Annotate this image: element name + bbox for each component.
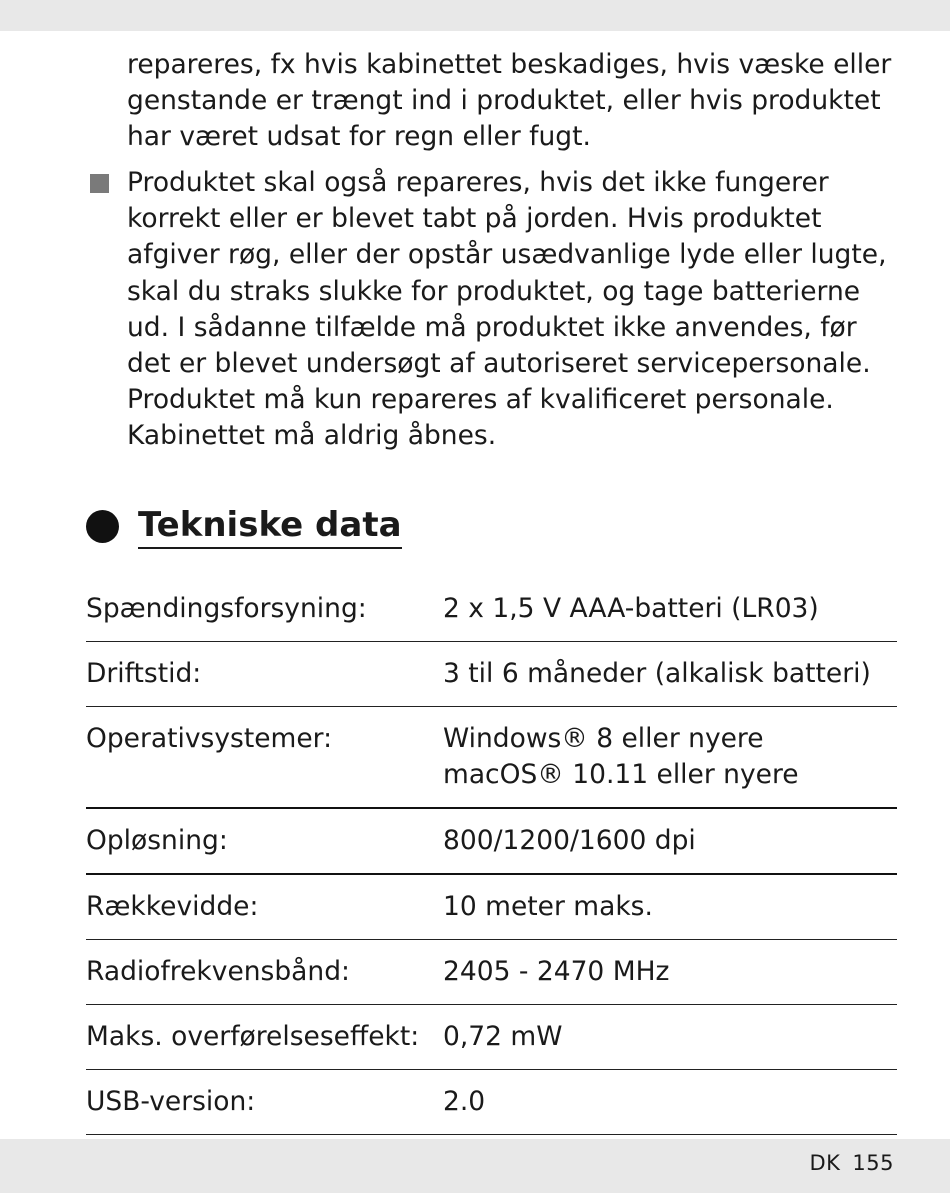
spec-label: Operativsystemer: (86, 723, 333, 754)
spec-value: 10 meter maks. (443, 891, 653, 922)
spec-value: 0,72 mW (443, 1021, 563, 1052)
bullet-paragraph: Produktet skal også repareres, hvis det ikke fungerer korrekt eller er blevet tabt på jorden. Hvis produktet afgiver røg, eller der opstår usædvanlige lyde eller lugte, skal du straks slukke for produktet, og tage batterierne ud. I sådanne tilfælde må produktet ikke anvendes, før det er blevet undersøgt af autoriseret servicepersonale. Produktet må kun repareres af kvalificeret personale. Kabinettet må aldrig åbnes. (127, 167, 887, 452)
continued-paragraph: repareres, fx hvis kabinettet beskadiges, hvis væske eller genstande er trængt ind i produktet, eller hvis produktet har været udsat for regn eller fugt. (127, 49, 892, 153)
page-footer (809, 1151, 894, 1175)
spec-value: 2 x 1,5 V AAA-batteri (LR03) (443, 593, 819, 624)
spec-label: Driftstid: (86, 658, 202, 689)
table-row (86, 707, 897, 809)
footer-band (0, 1139, 950, 1193)
spec-label: Rækkevidde: (86, 891, 259, 922)
technical-data-table (86, 577, 897, 1135)
table-row (86, 808, 897, 874)
spec-value: 2405 - 2470 MHz (443, 956, 670, 987)
spec-value: 2.0 (443, 1086, 486, 1117)
spec-label: USB-version: (86, 1086, 256, 1117)
square-bullet-icon (90, 174, 109, 193)
table-row (86, 642, 897, 707)
spec-value: 800/1200/1600 dpi (443, 825, 696, 856)
filled-circle-icon (86, 510, 119, 543)
page-number: 155 (852, 1151, 894, 1175)
spec-value: 3 til 6 måneder (alkalisk batteri) (443, 658, 871, 689)
top-margin-band (0, 0, 950, 31)
spec-value (443, 707, 897, 807)
language-code: DK (809, 1151, 841, 1175)
section-heading (86, 503, 402, 549)
table-row (86, 1005, 897, 1070)
table-row (86, 577, 897, 642)
table-row (86, 1070, 897, 1135)
spec-label: Maks. overførelseseffekt: (86, 1021, 420, 1052)
spec-label: Spændingsforsyning: (86, 593, 367, 624)
spec-value-line: macOS® 10.11 eller nyere (443, 759, 799, 790)
section-title: Tekniske data (138, 503, 402, 549)
table-row (86, 874, 897, 940)
spec-label: Opløsning: (86, 825, 228, 856)
spec-value-line: Windows® 8 eller nyere (443, 723, 764, 754)
table-row (86, 940, 897, 1005)
spec-label: Radiofrekvensbånd: (86, 956, 350, 987)
